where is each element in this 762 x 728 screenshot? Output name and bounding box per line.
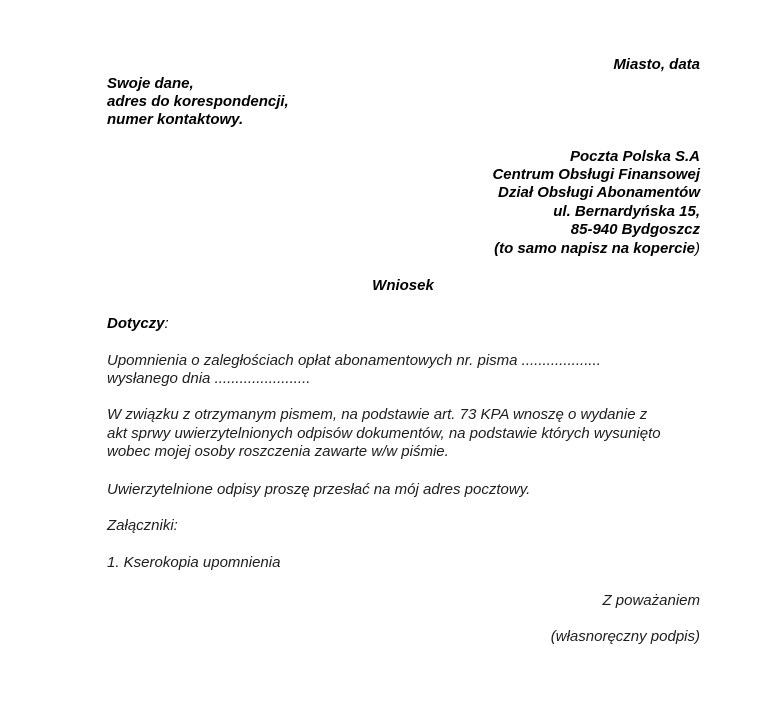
closing-greeting: Z poważaniem <box>602 592 700 609</box>
envelope-note-text: (to samo napisz na kopercie <box>494 240 695 257</box>
recipient-line-5: 85-940 Bydgoszcz <box>570 221 700 238</box>
signature-placeholder: (własnoręczny podpis) <box>550 628 700 645</box>
recipient-line-1: Poczta Polska S.A <box>569 148 700 165</box>
document-title: Wniosek <box>372 277 434 294</box>
body-p1-line-1: Upomnienia o zaległościach opłat abonamentowych nr. pisma ................... <box>107 352 601 369</box>
body-p2-line-1: W związku z otrzymanym pismem, na podstawie art. 73 KPA wnoszę o wydanie z <box>107 406 648 423</box>
place-date: Miasto, data <box>613 56 700 73</box>
envelope-note-paren: ) <box>695 240 700 257</box>
recipient-line-4: ul. Bernardyńska 15, <box>553 203 700 220</box>
subject-line <box>107 315 169 333</box>
body-p2-line-2: akt sprwy uwierzytelnionych odpisów dokumentów, na podstawie których wysunięto <box>107 425 661 442</box>
subject-label: Dotyczy <box>107 315 165 332</box>
sender-line-1: Swoje dane, <box>107 75 194 92</box>
recipient-line-3: Dział Obsługi Abonamentów <box>498 184 700 201</box>
recipient-line-2: Centrum Obsługi Finansowej <box>492 166 700 183</box>
sender-line-2: adres do korespondencji, <box>107 93 289 110</box>
body-p3: Uwierzytelnione odpisy proszę przesłać na mój adres pocztowy. <box>107 481 531 498</box>
body-p2-line-3: wobec mojej osoby roszczenia zawarte w/w piśmie. <box>107 443 449 460</box>
recipient-envelope-note <box>494 240 700 258</box>
attachment-item-1: 1. Kserokopia upomnienia <box>107 554 281 571</box>
attachments-label: Załączniki: <box>107 517 178 534</box>
subject-colon: : <box>164 315 169 332</box>
body-p1-line-2: wysłanego dnia ....................... <box>107 370 311 387</box>
sender-line-3: numer kontaktowy. <box>107 111 244 128</box>
